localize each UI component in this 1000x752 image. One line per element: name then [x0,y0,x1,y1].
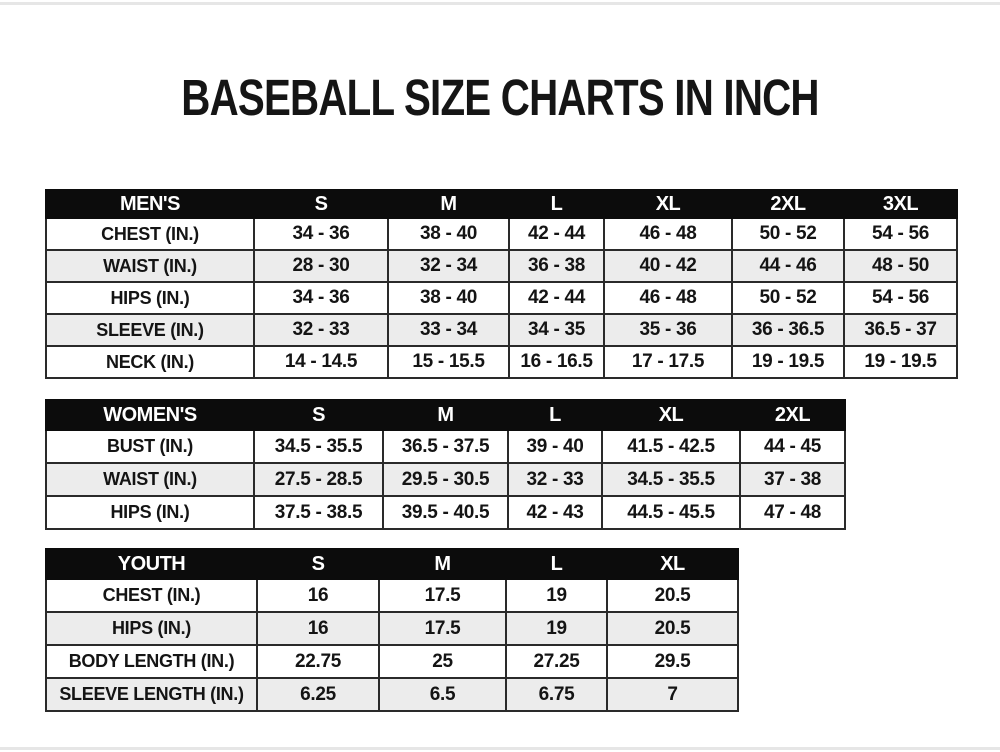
value-cell: 47 - 48 [740,496,845,529]
value-cell: 19 [506,579,607,612]
page-title: BASEBALL SIZE CHARTS IN INCH [181,69,819,126]
womens-header-row [46,400,845,430]
table-row [46,463,845,496]
table-row [46,314,957,346]
value-cell: 38 - 40 [388,282,509,314]
size-column-header: M [388,190,509,218]
value-cell: 42 - 44 [509,218,604,250]
table-row [46,645,738,678]
value-cell: 42 - 43 [508,496,602,529]
table-row [46,250,957,282]
table-row [46,579,738,612]
value-cell: 36 - 36.5 [732,314,844,346]
value-cell: 34 - 36 [254,282,388,314]
value-cell: 50 - 52 [732,282,844,314]
value-cell: 22.75 [257,645,379,678]
value-cell: 25 [379,645,506,678]
value-cell: 37.5 - 38.5 [254,496,383,529]
value-cell: 46 - 48 [604,218,732,250]
row-label: WAIST (IN.) [46,250,254,282]
value-cell: 32 - 33 [254,314,388,346]
top-edge-artifact [0,2,1000,5]
value-cell: 16 - 16.5 [509,346,604,378]
size-column-header: XL [604,190,732,218]
value-cell: 17 - 17.5 [604,346,732,378]
size-column-header: M [383,400,508,430]
value-cell: 6.75 [506,678,607,711]
value-cell: 54 - 56 [844,218,957,250]
youth-size-table [45,548,739,712]
value-cell: 16 [257,579,379,612]
table-row [46,496,845,529]
youth-header-row [46,549,738,579]
value-cell: 39 - 40 [508,430,602,463]
value-cell: 19 - 19.5 [732,346,844,378]
value-cell: 48 - 50 [844,250,957,282]
value-cell: 46 - 48 [604,282,732,314]
value-cell: 35 - 36 [604,314,732,346]
row-label: BODY LENGTH (IN.) [46,645,257,678]
value-cell: 27.5 - 28.5 [254,463,383,496]
value-cell: 29.5 - 30.5 [383,463,508,496]
row-label: SLEEVE LENGTH (IN.) [46,678,257,711]
size-column-header: S [254,190,388,218]
value-cell: 41.5 - 42.5 [602,430,740,463]
value-cell: 36.5 - 37 [844,314,957,346]
value-cell: 32 - 33 [508,463,602,496]
value-cell: 32 - 34 [388,250,509,282]
value-cell: 42 - 44 [509,282,604,314]
table-row [46,612,738,645]
size-column-header: S [254,400,383,430]
value-cell: 34.5 - 35.5 [602,463,740,496]
value-cell: 40 - 42 [604,250,732,282]
value-cell: 39.5 - 40.5 [383,496,508,529]
row-label: CHEST (IN.) [46,579,257,612]
value-cell: 34 - 36 [254,218,388,250]
value-cell: 19 [506,612,607,645]
value-cell: 36 - 38 [509,250,604,282]
table-row [46,218,957,250]
row-label: NECK (IN.) [46,346,254,378]
value-cell: 29.5 [607,645,738,678]
value-cell: 6.5 [379,678,506,711]
row-label: CHEST (IN.) [46,218,254,250]
value-cell: 16 [257,612,379,645]
bottom-edge-artifact [0,747,1000,750]
value-cell: 27.25 [506,645,607,678]
value-cell: 34.5 - 35.5 [254,430,383,463]
row-label: SLEEVE (IN.) [46,314,254,346]
value-cell: 34 - 35 [509,314,604,346]
womens-table-title: WOMEN'S [46,400,254,430]
size-column-header: L [506,549,607,579]
table-row [46,430,845,463]
size-column-header: S [257,549,379,579]
row-label: HIPS (IN.) [46,496,254,529]
value-cell: 38 - 40 [388,218,509,250]
value-cell: 33 - 34 [388,314,509,346]
value-cell: 54 - 56 [844,282,957,314]
table-row [46,282,957,314]
table-row [46,346,957,378]
value-cell: 44.5 - 45.5 [602,496,740,529]
value-cell: 20.5 [607,612,738,645]
size-column-header: L [508,400,602,430]
value-cell: 28 - 30 [254,250,388,282]
mens-size-table [45,189,958,379]
value-cell: 50 - 52 [732,218,844,250]
value-cell: 44 - 45 [740,430,845,463]
value-cell: 44 - 46 [732,250,844,282]
mens-header-row [46,190,957,218]
value-cell: 20.5 [607,579,738,612]
value-cell: 14 - 14.5 [254,346,388,378]
size-column-header: 2XL [732,190,844,218]
size-column-header: 2XL [740,400,845,430]
size-column-header: XL [602,400,740,430]
value-cell: 36.5 - 37.5 [383,430,508,463]
value-cell: 17.5 [379,612,506,645]
value-cell: 7 [607,678,738,711]
womens-size-table [45,399,846,530]
youth-table-title: YOUTH [46,549,257,579]
row-label: HIPS (IN.) [46,612,257,645]
table-row [46,678,738,711]
size-column-header: M [379,549,506,579]
value-cell: 17.5 [379,579,506,612]
value-cell: 37 - 38 [740,463,845,496]
value-cell: 6.25 [257,678,379,711]
mens-table-title: MEN'S [46,190,254,218]
row-label: HIPS (IN.) [46,282,254,314]
value-cell: 19 - 19.5 [844,346,957,378]
size-column-header: 3XL [844,190,957,218]
value-cell: 15 - 15.5 [388,346,509,378]
row-label: BUST (IN.) [46,430,254,463]
row-label: WAIST (IN.) [46,463,254,496]
size-column-header: L [509,190,604,218]
size-column-header: XL [607,549,738,579]
